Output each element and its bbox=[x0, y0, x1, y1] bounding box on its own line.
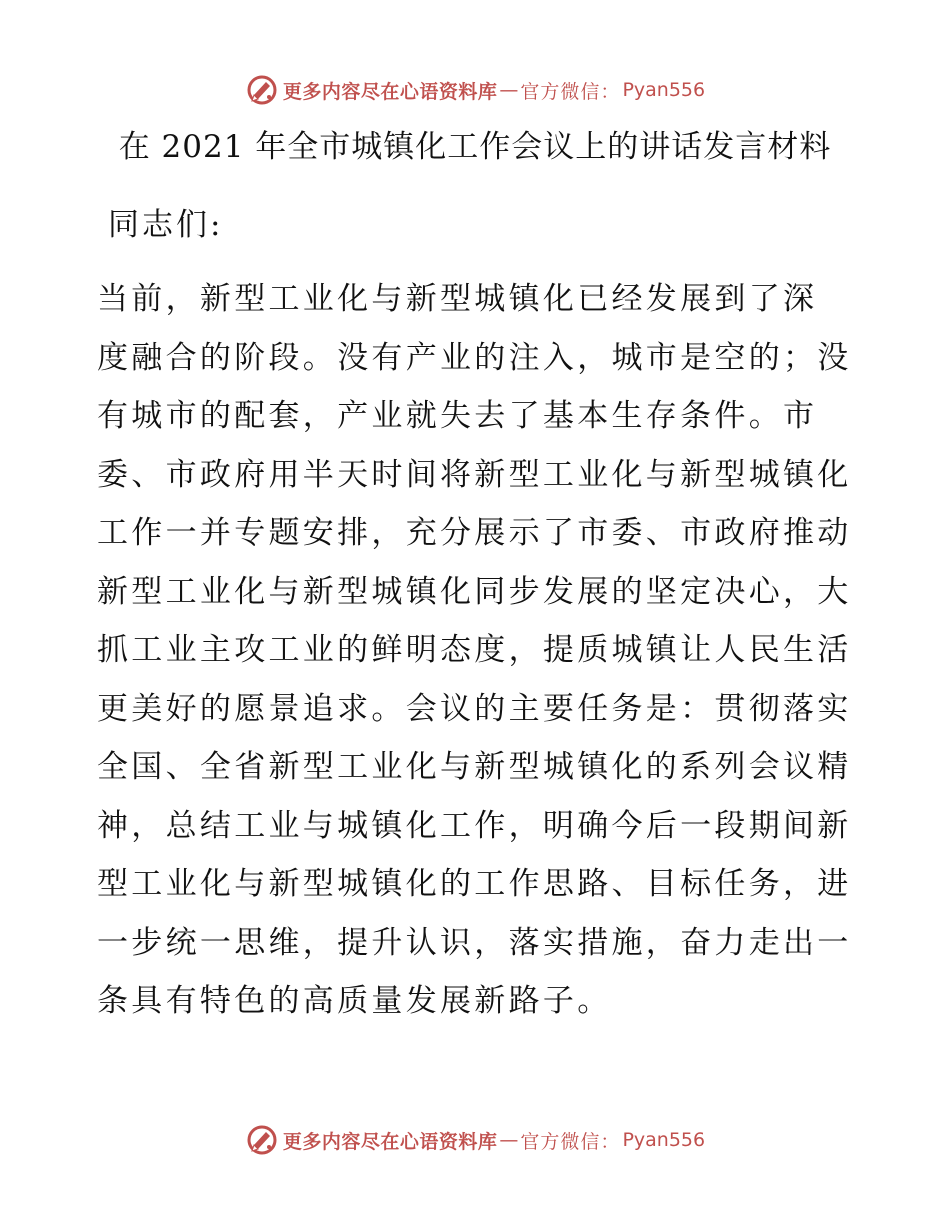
watermark-wechat-id: Pyan556 bbox=[622, 1129, 706, 1151]
header-watermark bbox=[0, 70, 950, 110]
paragraph-line: 抓工业主攻工业的鲜明态度，提质城镇让人民生活 bbox=[97, 632, 852, 668]
paragraph-line: 更美好的愿景追求。会议的主要任务是：贯彻落实 bbox=[97, 690, 852, 727]
paragraph-line: 条具有特色的高质量发展新路子。 bbox=[97, 983, 612, 1019]
watermark-label: 官方微信： bbox=[520, 1130, 621, 1153]
document-title: 在 2021 年全市城镇化工作会议上的讲话发言材料 bbox=[118, 129, 832, 165]
paragraph-line: 型工业化与新型城镇化的工作思路、目标任务，进 bbox=[97, 866, 852, 902]
watermark-main-text: 更多内容尽在心语资料库 bbox=[282, 1130, 498, 1153]
watermark-separator: — bbox=[499, 1129, 519, 1151]
paragraph-line: 有城市的配套，产业就失去了基本生存条件。市 bbox=[97, 398, 818, 434]
watermark-label: 官方微信： bbox=[520, 80, 621, 103]
paragraph-line: 全国、全省新型工业化与新型城镇化的系列会议精 bbox=[97, 749, 852, 785]
footer-watermark bbox=[0, 1120, 950, 1160]
watermark-separator: — bbox=[499, 79, 519, 101]
paragraph-line: 一步统一思维，提升认识，落实措施，奋力走出一 bbox=[97, 924, 852, 961]
brand-logo-icon bbox=[245, 73, 279, 107]
paragraph-line: 新型工业化与新型城镇化同步发展的坚定决心，大 bbox=[97, 573, 852, 610]
watermark-wechat-id: Pyan556 bbox=[622, 79, 706, 101]
brand-logo-icon bbox=[245, 1123, 279, 1157]
watermark-main-text: 更多内容尽在心语资料库 bbox=[282, 80, 498, 103]
paragraph-line: 委、市政府用半天时间将新型工业化与新型城镇化 bbox=[97, 456, 852, 493]
body-paragraph bbox=[97, 270, 857, 1031]
paragraph-line: 神，总结工业与城镇化工作，明确今后一段期间新 bbox=[97, 807, 852, 844]
paragraph-line: 度融合的阶段。没有产业的注入，城市是空的；没 bbox=[97, 339, 852, 376]
paragraph-line: 工作一并专题安排，充分展示了市委、市政府推动 bbox=[97, 515, 852, 551]
paragraph-line: 当前，新型工业化与新型城镇化已经发展到了深 bbox=[97, 281, 818, 317]
salutation: 同志们: bbox=[108, 207, 224, 243]
